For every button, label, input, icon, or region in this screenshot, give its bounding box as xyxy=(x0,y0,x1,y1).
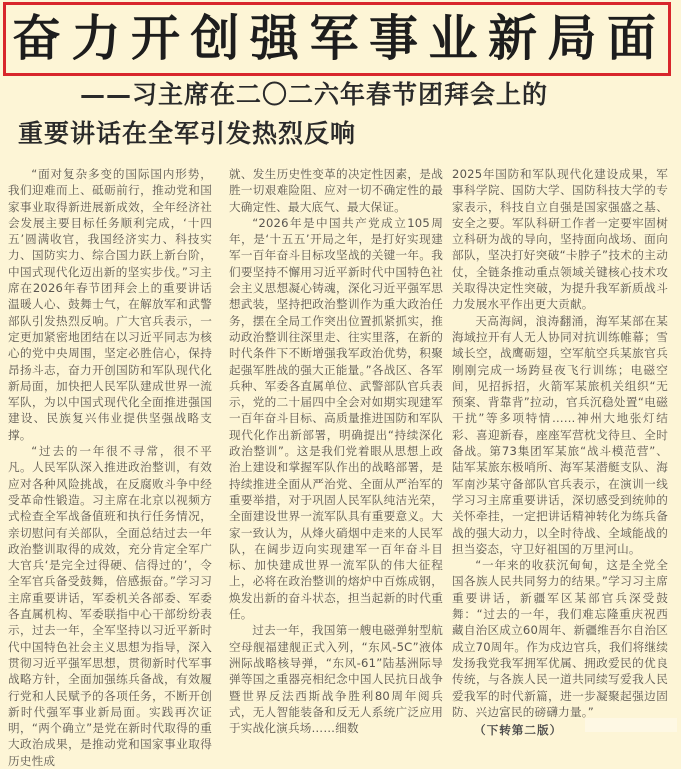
article-column-1 xyxy=(8,166,212,769)
article-column-2 xyxy=(229,166,443,736)
subheadline-line-1: ——习主席在二〇二六年春节团拜会上的 xyxy=(80,80,549,109)
article-body xyxy=(0,166,681,768)
headline-title: 奋力开创强军事业新局面 xyxy=(12,10,667,67)
paragraph: “2026年是中国共产党成立105周年，是‘十五五’开局之年，是打好实现建军一百年奋斗目标攻坚战的关键一年。我们要坚持不懈用习近平新时代中国特色社会主义思想凝心铸魂，深化习近平强军思想武装，坚持把政治整训作为重大政治任务，摆在全局工作突出位置抓紧抓实，推动政治整训往深里走、往实里落，在新的时代条件下不断增强我军政治优势，积聚起强军胜战的强大正能量。”各战区、各军兵种、军委各直属单位、武警部队官兵表示，党的二十届四中全会对如期实现建军一百年奋斗目标、高质量推进国防和军队现代化作出新部署，明确提出“持续深化政治整训”。这是我们党着眼从思想上政治上建设和掌握军队作出的战略部署，是持续推进全面从严治党、全面从严治军的重要举措，对于巩固人民军队纯洁光荣，全面建设世界一流军队具有重要意义。大家一致认为，从烽火硝烟中走来的人民军队，在阔步迈向实现建军一百年奋斗目标、加快建成世界一流军队的伟大征程上，必将在政治整训的熔炉中百炼成钢，焕发出新的奋斗状态，担当起新的时代重任。 xyxy=(229,215,443,622)
subheadline-line-2: 重要讲话在全军引发热烈反响 xyxy=(18,119,357,148)
watermark-overlay xyxy=(585,718,677,732)
headline-box xyxy=(3,2,671,76)
paragraph: “过去的一年很不寻常，很不平凡。人民军队深入推进政治整训，有效应对各种风险挑战，在反腐败斗争中经受革命性锻造。习主席在北京以视频方式检查全军战备值班和执行任务情况，亲切慰问有关部队，全面总结过去一年政治整训取得的成效，充分肯定全军广大官兵‘是完全过得硬、信得过的’，令全军官兵备受鼓舞，倍感振奋。”学习习主席重要讲话，军委机关各部委、军委各直属机构、军委联指中心干部纷纷表示，过去一年，全军坚持以习近平新时代中国特色社会主义思想为指导，深入贯彻习近平强军思想，贯彻新时代军事战略方针，全面加强练兵备战，有效履行党和人民赋予的各项任务，不断开创新时代强军事业新局面。实践再次证明，“两个确立”是党在新时代取得的重大政治成果，是推动党和国家事业取得历史性成 xyxy=(8,444,212,768)
paragraph: “面对复杂多变的国际国内形势，我们迎难而上、砥砺前行，推动党和国家事业取得新进展新成效，全年经济社会发展主要目标任务顺利完成，‘十四五’圆满收官，我国经济实力、科技实力、国防实力、综合国力跃上新台阶，中国式现代化迈出新的坚实步伐。”习主席在2026年春节团拜会上的重要讲话温暖人心、鼓舞士气，在解放军和武警部队引发热烈反响。广大官兵表示，一定更加紧密地团结在以习近平同志为核心的党中央周围，坚定必胜信心，保持昂扬斗志，奋力开创国防和军队现代化新局面，加快把人民军队建成世界一流军队，为以中国式现代化全面推进强国建设、民族复兴伟业提供坚强战略支撑。 xyxy=(8,167,212,442)
continued-on-page-note: （下转第二版） xyxy=(474,723,563,738)
article-column-3 xyxy=(452,166,668,738)
paragraph: 过去一年，我国第一艘电磁弹射型航空母舰福建舰正式入列，“东风-5C”液体洲际战略核导弹，“东风-61”陆基洲际导弹等国之重器亮相纪念中国人民抗日战争暨世界反法西斯战争胜利80周年阅兵式，无人智能装备和反无人系统广泛应用于实战化演兵场……细数 xyxy=(229,623,443,736)
paragraph: “一年来的收获沉甸甸，这是全党全国各族人民共同努力的结果。”学习习主席重要讲话，新疆军区某部官兵深受鼓舞：“过去的一年，我们难忘隆重庆祝西藏自治区成立60周年、新疆维吾尔自治区成立70周年。作为戍边官兵，我们将继续发扬我党我军拥军优属、拥政爱民的优良传统，与各族人民一道共同续写爱我人民爱我军的时代新篇，进一步凝聚起强边固防、兴边富民的磅礴力量。” xyxy=(452,558,668,719)
paragraph: 就、发生历史性变革的决定性因素，是战胜一切艰难险阻、应对一切不确定性的最大确定性、最大底气、最大保证。 xyxy=(229,167,443,214)
paragraph: 2025年国防和军队现代化建设成果，军事科学院、国防大学、国防科技大学的专家表示，科技自立自强是国家强盛之基、安全之要。军队科研工作者一定要牢固树立科研为战的导向，坚持面向战场、面向部队，坚决打好突破“卡脖子”技术的主动仗，全链条推动重点领域关键核心技术攻关取得决定性突破，为提升我军新质战斗力发展水平作出更大贡献。 xyxy=(452,167,668,312)
paragraph: 天高海阔，浪涛翻涌，海军某部在某海域拉开有人无人协同对抗训练帷幕；雪域长空，战鹰砺翅，空军航空兵某旅官兵刚刚完成一场跨昼夜飞行训练；电磁空间，见招拆招，火箭军某旅机关组织“无预案、背靠背”拉动，官兵沉稳处置“电磁干扰”等多项特情……神州大地张灯结彩、喜迎新春，座座军营枕戈待旦、全时备战。第73集团军某旅“战斗模范营”、陆军某旅东极哨所、海军某潜艇支队、海军南沙某守备部队官兵表示，在演训一线学习习主席重要讲话，深切感受到统帅的关怀牵挂，一定把讲话精神转化为练兵备战的强大动力，以全时待战、全域能战的担当姿态，守卫好祖国的万里河山。 xyxy=(452,313,668,556)
